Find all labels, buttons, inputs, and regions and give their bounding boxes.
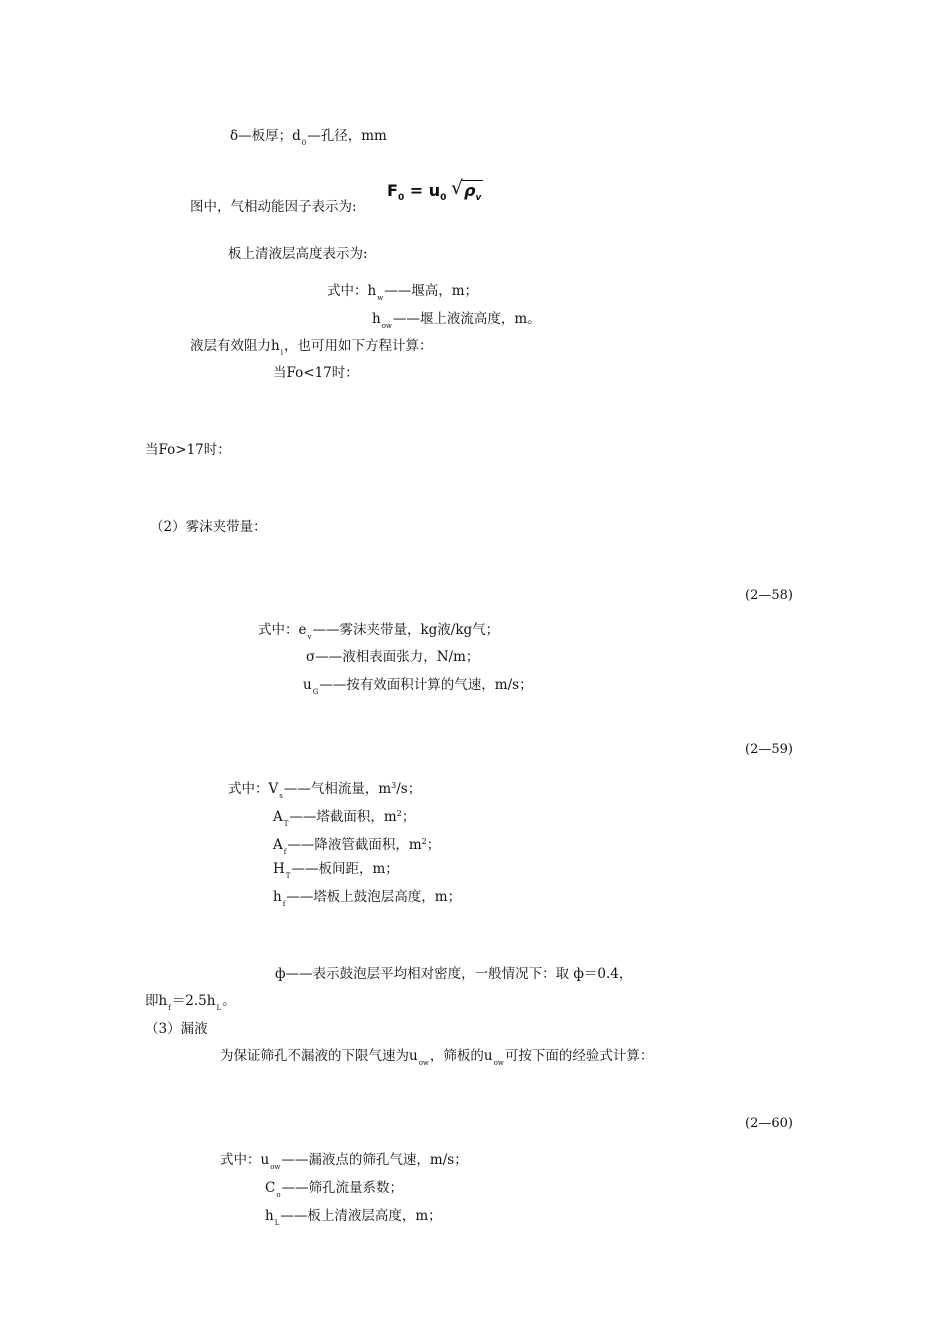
condition-fo-lt-17: 当Fo<17时： bbox=[273, 365, 359, 381]
how-symbol: h bbox=[372, 311, 381, 327]
equation-number-58: (2—58) bbox=[745, 588, 793, 603]
ev-symbol: 式中：e bbox=[258, 622, 307, 638]
hf-eq-prefix: 即h bbox=[145, 993, 168, 1009]
af-symbol: A bbox=[273, 837, 283, 853]
hl-description: ——板上清液层高度，m； bbox=[280, 1208, 442, 1224]
hl-symbol: h bbox=[265, 1208, 274, 1224]
how-description: ——堰上液流高度，m。 bbox=[392, 311, 541, 327]
line-sigma: σ——液相表面张力，N/m； bbox=[306, 649, 480, 665]
uow-symbol: 式中：u bbox=[220, 1152, 270, 1168]
resistance-tail: ，也可用如下方程计算： bbox=[283, 338, 433, 354]
vs-unit-tail: /s； bbox=[396, 781, 422, 797]
delta-label: δ—板厚；d bbox=[230, 128, 301, 144]
rho-symbol: ρ bbox=[463, 181, 476, 200]
hf-eq-subscript-f: f bbox=[168, 1004, 171, 1012]
ht-description: ——板间距，m； bbox=[291, 861, 399, 877]
condition-fo-gt-17: 当Fo>17时： bbox=[145, 442, 231, 458]
line-hl bbox=[265, 1207, 442, 1232]
co-subscript: o bbox=[276, 1191, 281, 1199]
line-hw bbox=[327, 282, 478, 307]
resistance-label: 液层有效阻力h bbox=[190, 338, 280, 354]
rho-subscript: v bbox=[475, 193, 482, 203]
equation-number-59: (2—59) bbox=[745, 742, 793, 757]
weeping-body-part2: ，筛板的u bbox=[429, 1048, 493, 1064]
vs-symbol: 式中：V bbox=[228, 781, 279, 797]
line-how bbox=[372, 310, 541, 335]
ug-symbol: u bbox=[303, 677, 312, 693]
ev-description: ——雾沫夹带量，kg液/kg气； bbox=[312, 622, 500, 638]
line-uow bbox=[220, 1151, 468, 1176]
co-symbol: C bbox=[265, 1180, 276, 1196]
ht-subscript: T bbox=[285, 872, 291, 880]
hl-subscript: L bbox=[274, 1219, 280, 1227]
hf-symbol: h bbox=[273, 889, 282, 905]
hf-eq-middle: ＝2.5h bbox=[171, 993, 216, 1009]
ev-subscript: v bbox=[307, 633, 312, 641]
line-af bbox=[273, 833, 440, 861]
line-at bbox=[273, 805, 415, 833]
entrainment-heading: （2）雾沫夹带量： bbox=[150, 519, 267, 535]
f0-intro: 图中，气相动能因子表示为: bbox=[190, 199, 357, 215]
line-ug bbox=[303, 676, 533, 701]
f0-symbol: F bbox=[387, 181, 398, 200]
hw-subscript: w bbox=[377, 294, 384, 302]
line-hf-equation bbox=[145, 992, 236, 1017]
hf-subscript: f bbox=[282, 900, 286, 908]
weeping-heading: （3）漏液 bbox=[145, 1021, 208, 1037]
line-weeping-body bbox=[220, 1047, 653, 1072]
af-superscript: 2 bbox=[421, 837, 427, 846]
at-description: ——塔截面积，m bbox=[289, 809, 397, 825]
uow-subscript: ow bbox=[270, 1163, 281, 1171]
co-description: ——筛孔流量系数； bbox=[281, 1180, 404, 1196]
line-resistance bbox=[190, 337, 432, 362]
line-ev bbox=[258, 621, 499, 646]
hf-description: ——塔板上鼓泡层高度，m； bbox=[286, 889, 462, 905]
line-phi: ф——表示鼓泡层平均相对密度，一般情况下：取 ф＝0.4， bbox=[275, 966, 633, 982]
ht-symbol: H bbox=[273, 861, 285, 877]
vs-description: ——气相流量，m bbox=[283, 781, 392, 797]
hole-diameter-label: —孔径，mm bbox=[307, 128, 387, 144]
hf-eq-subscript-l: L bbox=[216, 1004, 222, 1012]
d0-subscript: 0 bbox=[301, 139, 307, 147]
af-description: ——降液管截面积，m bbox=[287, 837, 422, 853]
weeping-body-part3: 可按下面的经验式计算： bbox=[504, 1048, 654, 1064]
ug-description: ——按有效面积计算的气速，m/s； bbox=[319, 677, 533, 693]
line-co bbox=[265, 1179, 403, 1204]
af-subscript: f bbox=[283, 848, 287, 856]
vs-superscript: 3 bbox=[391, 781, 397, 790]
u0-subscript: 0 bbox=[440, 193, 447, 203]
af-tail: ； bbox=[426, 837, 441, 853]
f0-equals-u: = u bbox=[404, 181, 441, 200]
uow-subscript-2: ow bbox=[493, 1059, 504, 1067]
at-symbol: A bbox=[273, 809, 283, 825]
at-superscript: 2 bbox=[396, 809, 402, 818]
line-hf bbox=[273, 888, 461, 913]
f0-formula bbox=[387, 180, 483, 203]
hl-subscript: l bbox=[280, 349, 283, 357]
uow-description: ——漏液点的筛孔气速，m/s； bbox=[281, 1152, 468, 1168]
ug-subscript: G bbox=[312, 688, 319, 696]
hw-symbol: 式中：h bbox=[327, 283, 377, 299]
f0-subscript: 0 bbox=[397, 193, 405, 203]
at-tail: ； bbox=[401, 809, 416, 825]
line-ht bbox=[273, 860, 399, 885]
vs-subscript: s bbox=[279, 792, 283, 800]
hf-eq-tail: 。 bbox=[222, 993, 236, 1009]
hw-description: ——堰高，m； bbox=[384, 283, 479, 299]
line-vs bbox=[228, 777, 421, 805]
sqrt-symbol bbox=[452, 180, 483, 203]
liquid-height-intro: 板上清液层高度表示为: bbox=[228, 246, 368, 262]
how-subscript: ow bbox=[381, 322, 392, 330]
equation-number-60: (2—60) bbox=[745, 1116, 793, 1131]
at-subscript: T bbox=[283, 820, 289, 828]
line-delta bbox=[230, 127, 387, 152]
weeping-body-part1: 为保证筛孔不漏液的下限气速为u bbox=[220, 1048, 418, 1064]
uow-subscript-1: ow bbox=[418, 1059, 429, 1067]
